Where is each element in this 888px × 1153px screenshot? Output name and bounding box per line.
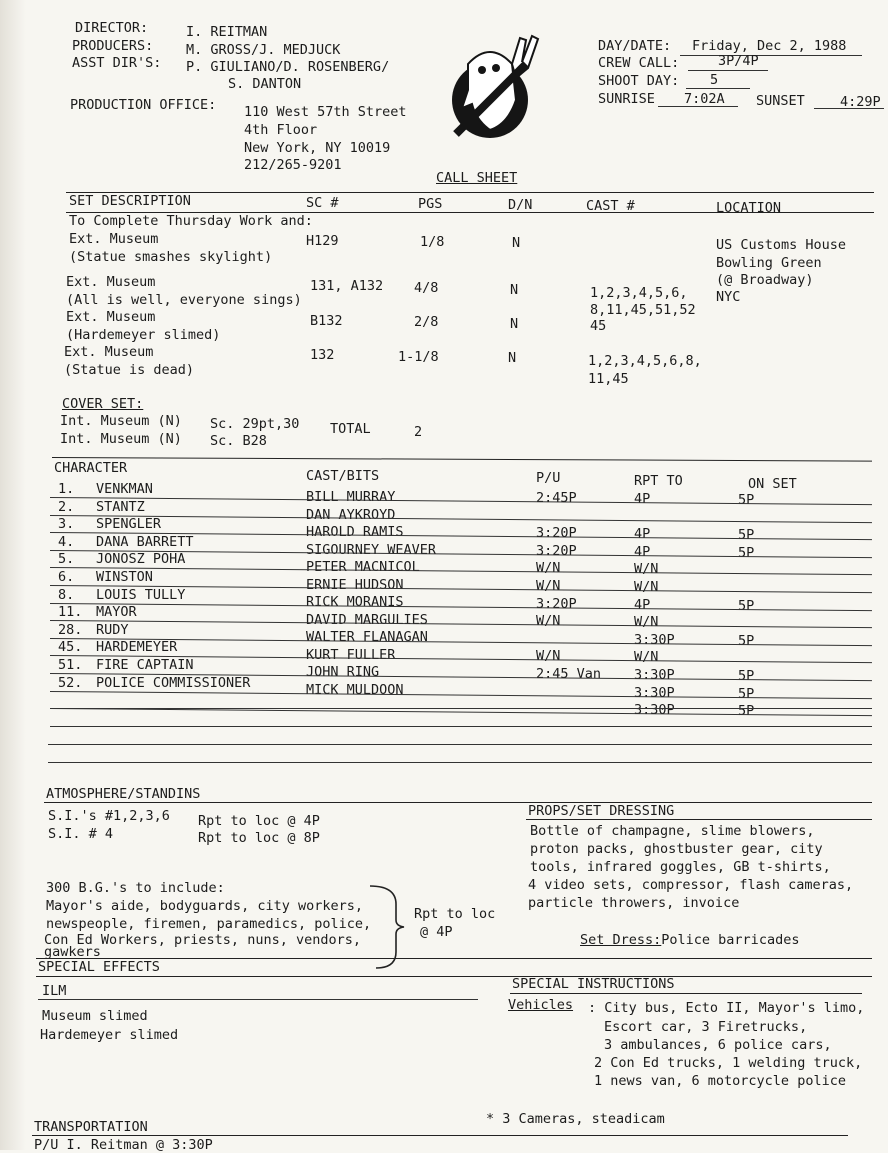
cast-character: FIRE CAPTAIN — [96, 657, 194, 673]
scene-sc: 132 — [310, 347, 335, 363]
sunset-value: 4:29P — [840, 94, 881, 110]
cast-report: W/N — [634, 561, 659, 578]
set-dress-line — [580, 932, 799, 948]
cover-set: Int. Museum (N) — [60, 413, 182, 429]
cast-number: 2. — [58, 498, 75, 515]
cast-on-set: 5P — [738, 632, 755, 649]
director-label: DIRECTOR: — [75, 20, 149, 36]
scene-sc: 131, A132 — [310, 278, 384, 294]
scene-dn: N — [510, 316, 519, 332]
cast-number: 5. — [58, 551, 75, 568]
location-line: (@ Broadway) — [716, 272, 814, 288]
page-title: CALL SHEET — [436, 170, 518, 186]
bg-line: newspeople, firemen, paramedics, police, — [46, 916, 372, 932]
shootday-value: 5 — [710, 72, 719, 88]
crewcall-label: CREW CALL: — [598, 55, 680, 71]
paper-edge — [0, 0, 26, 1150]
effects-line: Hardemeyer slimed — [40, 1027, 179, 1043]
sc-header: SC # — [306, 195, 339, 211]
transportation-label: TRANSPORTATION — [34, 1119, 148, 1135]
asst-dir-value: P. GIULIANO/D. ROSENBERG/ — [186, 59, 390, 75]
office-line: 4th Floor — [244, 122, 318, 138]
cast-actor: DAVID MARGULIES — [306, 611, 428, 628]
cast-on-set: 5P — [738, 597, 755, 614]
asst-dir-label: ASST DIR'S: — [72, 55, 162, 71]
cast-actor: DAN AYKROYD — [306, 506, 396, 523]
cast-pickup: W/N — [536, 560, 561, 577]
bg-line: Mayor's aide, bodyguards, city workers, — [46, 898, 363, 914]
cast-number: 45. — [58, 639, 83, 656]
cast-on-set: 5P — [738, 492, 755, 508]
scene-set: Ext. Museum — [66, 274, 156, 290]
cast-header: CAST # — [586, 198, 635, 214]
standin-label: S.I.'s #1,2,3,6 — [48, 808, 170, 824]
cast-report: W/N — [634, 649, 659, 666]
cover-set: Int. Museum (N) — [60, 431, 182, 447]
cast-actor: ERNIE HUDSON — [306, 576, 404, 593]
cast-actor: MICK MULDOON — [306, 681, 404, 698]
scene-set-note: (Hardemeyer slimed) — [66, 327, 221, 343]
scene-sc: H129 — [306, 233, 339, 249]
scene-set: Ext. Museum — [66, 309, 156, 325]
props-line: tools, infrared goggles, GB t-shirts, — [530, 859, 831, 875]
producers-label: PRODUCERS: — [72, 38, 154, 54]
bg-report-time: @ 4P — [420, 924, 453, 940]
director-value: I. REITMAN — [186, 24, 268, 40]
cast-number: 11. — [58, 604, 83, 621]
cast-on-set: 5P — [738, 668, 755, 684]
scene-set-note: (Statue is dead) — [64, 362, 195, 378]
cover-sc: Sc. 29pt,30 — [210, 416, 300, 432]
vehicles-label: Vehicles — [508, 997, 574, 1013]
cast-number: 8. — [58, 586, 75, 603]
cast-character: RUDY — [96, 621, 129, 638]
cast-actor: KURT FULLER — [306, 646, 396, 663]
bg-line: 300 B.G.'s to include: — [46, 880, 225, 896]
cast-report: 4P — [634, 543, 651, 560]
cast-pickup: 3:20P — [536, 525, 577, 542]
ghostbusters-logo — [446, 34, 546, 144]
scene-pgs: 2/8 — [414, 314, 439, 330]
cast-report: 4P — [634, 491, 651, 507]
character-header: CHARACTER — [54, 460, 128, 476]
daydate-label: DAY/DATE: — [598, 38, 672, 54]
cast-character: LOUIS TULLY — [96, 586, 186, 603]
scene-dn: N — [510, 282, 519, 298]
daydate-value: Friday, Dec 2, 1988 — [692, 38, 847, 54]
cast-actor: JOHN RING — [306, 664, 380, 681]
atmosphere-label: ATMOSPHERE/STANDINS — [46, 786, 201, 802]
scene-set: Ext. Museum — [69, 231, 159, 247]
cast-pickup: 3:20P — [536, 542, 577, 559]
scene-pgs: 4/8 — [414, 280, 439, 296]
vehicles-line: 3 ambulances, 6 police cars, — [604, 1037, 832, 1053]
cast-actor: WALTER FLANAGAN — [306, 629, 428, 646]
cast-report: W/N — [634, 579, 659, 595]
cast-row-rule — [50, 620, 872, 628]
cast-character: WINSTON — [96, 569, 153, 585]
location-header: LOCATION — [716, 200, 782, 216]
vehicles-line: Escort car, 3 Firetrucks, — [604, 1019, 808, 1035]
sunrise-label: SUNRISE — [598, 91, 655, 107]
set-dress-value: Police barricades — [661, 932, 800, 948]
cast-pickup: 2:45P — [536, 490, 577, 506]
vehicles-line: 2 Con Ed trucks, 1 welding truck, — [594, 1055, 863, 1071]
bg-line: gawkers — [44, 944, 101, 960]
props-line: proton packs, ghostbuster gear, city — [530, 841, 823, 857]
vehicles-line: 1 news van, 6 motorcycle police — [594, 1073, 846, 1089]
pu-header: P/U — [536, 470, 561, 486]
effects-line: Museum slimed — [42, 1008, 148, 1024]
bg-report: Rpt to loc — [414, 906, 496, 922]
scene-cast: 1,2,3,4,5,6,8, — [588, 353, 702, 369]
cast-on-set: 5P — [738, 685, 755, 702]
cast-pickup: W/N — [536, 613, 561, 630]
cast-number: 28. — [58, 621, 83, 638]
cast-report: 4P — [634, 526, 651, 543]
sunset-label: SUNSET — [756, 93, 805, 109]
dn-header: D/N — [508, 197, 533, 213]
vehicles-line: : City bus, Ecto II, Mayor's limo, — [588, 1000, 865, 1016]
cast-report: 3:30P — [634, 702, 675, 719]
cast-report: 3:30P — [634, 631, 675, 648]
bg-line: Con Ed Workers, priests, nuns, vendors, — [44, 932, 361, 948]
cast-report: 4P — [634, 596, 651, 613]
cameras-note: * 3 Cameras, steadicam — [486, 1111, 665, 1127]
total-label: TOTAL — [330, 421, 371, 437]
castbits-header: CAST/BITS — [306, 468, 380, 484]
cast-number: 51. — [58, 657, 83, 673]
set-dress-label: Set Dress: — [580, 932, 662, 948]
scene-pgs: 1-1/8 — [398, 349, 439, 365]
cast-character: JONOSZ POHA — [96, 551, 186, 568]
cast-on-set: 5P — [738, 703, 755, 720]
effects-label: SPECIAL EFFECTS — [38, 959, 160, 975]
scene-dn: N — [512, 235, 521, 251]
cast-actor: PETER MACNICOL — [306, 559, 420, 576]
cast-number: 3. — [58, 516, 75, 533]
scene-set-note: (All is well, everyone sings) — [66, 292, 302, 308]
cast-number: 4. — [58, 533, 75, 550]
scene-cast: 8,11,45,51,52 — [590, 302, 696, 318]
cast-character: MAYOR — [96, 604, 137, 621]
props-label: PROPS/SET DRESSING — [528, 803, 675, 819]
office-line: New York, NY 10019 — [244, 140, 391, 156]
total-value: 2 — [414, 424, 423, 440]
transportation-line: P/U I. Reitman @ 3:30P — [34, 1137, 213, 1153]
cast-report: 3:30P — [634, 667, 675, 683]
cast-actor: SIGOURNEY WEAVER — [306, 541, 437, 558]
cast-on-set: 5P — [738, 527, 755, 544]
scene-cast: 11,45 — [588, 371, 629, 387]
producers-value: M. GROSS/J. MEDJUCK — [186, 42, 341, 58]
cast-number: 1. — [58, 481, 75, 497]
scenes-intro: To Complete Thursday Work and: — [69, 213, 313, 229]
scene-set: Ext. Museum — [64, 344, 154, 360]
props-line: Bottle of champagne, slime blowers, — [530, 823, 815, 839]
cast-actor: RICK MORANIS — [306, 594, 404, 611]
cast-character: VENKMAN — [96, 481, 153, 497]
location-line: Bowling Green — [716, 255, 822, 271]
scene-set-note: (Statue smashes skylight) — [69, 249, 273, 265]
scene-pgs: 1/8 — [420, 234, 445, 250]
asst-dir-value-2: S. DANTON — [228, 76, 302, 92]
cast-actor: BILL MURRAY — [306, 489, 396, 505]
cast-report: W/N — [634, 614, 659, 631]
onset-header: ON SET — [748, 476, 797, 492]
cast-number: 6. — [58, 569, 75, 585]
cast-row-rule — [50, 567, 872, 575]
effects-sub: ILM — [42, 983, 67, 999]
cast-pickup: 2:45 Van — [536, 666, 602, 682]
crewcall-value: 3P/4P — [718, 53, 759, 69]
cast-character: STANTZ — [96, 498, 145, 515]
scene-cast: 1,2,3,4,5,6, — [590, 285, 688, 301]
props-line: particle throwers, invoice — [528, 895, 740, 911]
office-label: PRODUCTION OFFICE: — [70, 97, 217, 113]
pgs-header: PGS — [418, 196, 443, 212]
location-line: US Customs House — [716, 237, 847, 253]
instructions-label: SPECIAL INSTRUCTIONS — [512, 976, 675, 992]
cover-set-label: COVER SET: — [62, 396, 144, 412]
cast-number: 52. — [58, 674, 83, 691]
standin-report: Rpt to loc @ 4P — [198, 813, 320, 829]
cast-character: SPENGLER — [96, 516, 162, 533]
set-description-header: SET DESCRIPTION — [69, 193, 191, 209]
standin-report: Rpt to loc @ 8P — [198, 830, 320, 846]
cast-on-set: 5P — [738, 544, 755, 561]
location-line: NYC — [716, 289, 741, 305]
cast-character: HARDEMEYER — [96, 639, 178, 656]
office-line: 110 West 57th Street — [244, 104, 407, 120]
cast-actor: HAROLD RAMIS — [306, 524, 404, 541]
cast-row-rule — [50, 515, 872, 523]
scene-dn: N — [508, 350, 517, 366]
cast-report: 3:30P — [634, 684, 675, 701]
office-line: 212/265-9201 — [244, 157, 342, 173]
cast-pickup: W/N — [536, 578, 561, 594]
props-line: 4 video sets, compressor, flash cameras, — [528, 877, 854, 893]
shootday-label: SHOOT DAY: — [598, 73, 680, 89]
cast-pickup: W/N — [536, 648, 561, 665]
cover-sc: Sc. B28 — [210, 433, 267, 449]
rpt-header: RPT TO — [634, 473, 683, 489]
cast-character: DANA BARRETT — [96, 533, 194, 550]
scene-cast: 45 — [590, 318, 607, 334]
cast-character: POLICE COMMISSIONER — [96, 674, 251, 691]
scene-sc: B132 — [310, 313, 343, 329]
sunrise-value: 7:02A — [684, 91, 725, 107]
cast-pickup: 3:20P — [536, 595, 577, 612]
standin-label: S.I. # 4 — [48, 826, 114, 842]
